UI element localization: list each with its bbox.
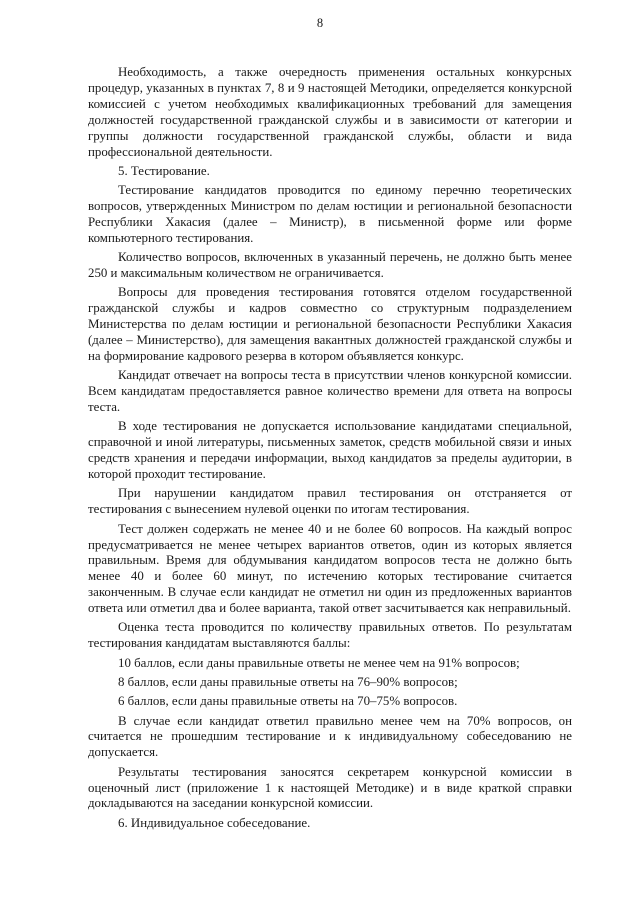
paragraph-question-count: Количество вопросов, включенных в указанный перечень, не должно быть менее 250 и максимальным количеством не ограничивается. <box>88 250 572 281</box>
paragraph-scoring-intro: Оценка теста проводится по количеству правильных ответов. По результатам тестирования кандидатам выставляются баллы: <box>88 620 572 651</box>
section-heading-interview: 6. Индивидуальное собеседование. <box>118 815 311 830</box>
paragraph-testing-restrictions: В ходе тестирования не допускается использование кандидатами специальной, справочной и иной литературы, письменных заметок, средств мобильной связи и иных средств хранения и передачи информации, выход кандидатов за пределы аудитории, в которой проходит тестирование. <box>88 419 572 482</box>
paragraph-procedures-order: Необходимость, а также очередность применения остальных конкурсных процедур, указанных в пунктах 7, 8 и 9 настоящей Методики, определяется конкурсной комиссией с учетом необходимых квалификационных требований для замещения должностей государственной гражданской службы и в зависимости от категории и группы должности государственной гражданской службы, области и вида профессиональной деятельности. <box>88 65 572 159</box>
paragraph-rule-violation: При нарушении кандидатом правил тестирования он отстраняется от тестирования с вынесением нулевой оценки по итогам тестирования. <box>88 486 572 517</box>
page-number: 8 <box>316 16 324 30</box>
paragraph-candidate-answers: Кандидат отвечает на вопросы теста в присутствии членов конкурсной комиссии. Всем кандидатам предоставляется равное количество времени для ответа на вопросы теста. <box>88 368 572 415</box>
document-body <box>88 65 572 835</box>
paragraph-failing-threshold: В случае если кандидат ответил правильно менее чем на 70% вопросов, он считается не прошедшим тестирование и к индивидуальному собеседованию не допускается. <box>88 713 572 760</box>
paragraph-results-recording: Результаты тестирования заносятся секретарем конкурсной комиссии в оценочный лист (приложение 1 к настоящей Методике) и в виде краткой справки докладываются на заседании конкурсной комиссии. <box>88 764 572 811</box>
score-item-6: 6 баллов, если даны правильные ответы на 70–75% вопросов. <box>118 694 458 709</box>
score-item-10: 10 баллов, если даны правильные ответы не менее чем на 91% вопросов; <box>118 655 520 670</box>
section-heading-testing: 5. Тестирование. <box>118 163 210 178</box>
paragraph-question-preparation: Вопросы для проведения тестирования готовятся отделом государственной гражданской службы и кадров совместно со структурным подразделением Министерства по делам юстиции и региональной безопасности Республики Хакасия (далее – Министерство), для замещения вакантных должностей гражданской службы и на формирование кадрового резерва в котором объявляется конкурс. <box>88 285 572 363</box>
paragraph-testing-basis: Тестирование кандидатов проводится по единому перечню теоретических вопросов, утвержденных Министром по делам юстиции и региональной безопасности Республики Хакасия (далее – Министр), в письменной форме или форме компьютерного тестирования. <box>88 183 572 245</box>
paragraph-test-requirements: Тест должен содержать не менее 40 и не более 60 вопросов. На каждый вопрос предусматривается не менее четырех вариантов ответов, один из которых является правильным. Время для обдумывания кандидатом вопросов теста не должно быть менее 40 и более 60 минут, по истечению которых тестирование считается законченным. В случае если кандидат не отметил ни один из предложенных вариантов ответа или отметил два и более варианта, такой ответ засчитывается как неправильный. <box>88 521 572 616</box>
score-item-8: 8 баллов, если даны правильные ответы на 76–90% вопросов; <box>118 674 458 689</box>
